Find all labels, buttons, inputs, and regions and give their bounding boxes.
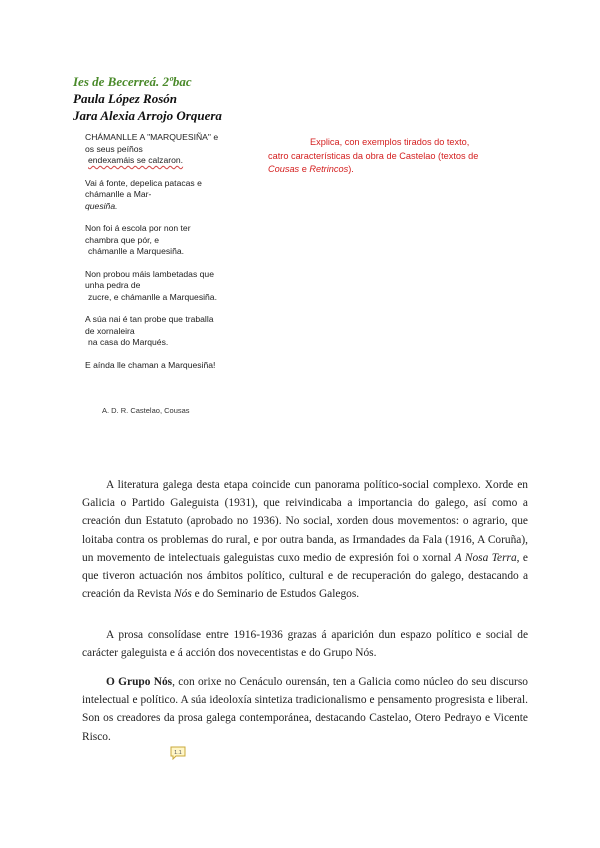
newspaper-title: A Nosa Terra <box>454 551 517 564</box>
poem-line: Non probou máis lambetadas que <box>85 268 214 279</box>
poem-line: zucre, e chámanlle a Marquesiña. <box>88 291 217 302</box>
poem-stanza-1 <box>85 132 245 167</box>
poem-stanza-3 <box>85 223 245 258</box>
body-paragraph-3 <box>82 673 528 746</box>
poem-line: chámanlle a Mar- <box>85 189 152 199</box>
comment-icon[interactable] <box>170 746 186 760</box>
paragraph-text: , con orixe no Cenáculo ourensán, ten a Galicia como núcleo do seu discurso intelectual e político. A súa ideoloxía sintetiza tradicionalismo e pensamento progresista e liberal. Son os creadores da prosa galega contemporánea, destacando Castelao, Otero Pedrayo e Vicente Risco. <box>82 676 528 743</box>
school-heading: Ies de Becerreá. 2ºbac <box>73 74 192 89</box>
poem-stanza-5 <box>85 314 245 349</box>
book-title-retrincos: Retrincos <box>309 164 349 174</box>
author-name-1: Paula López Rosón <box>73 91 178 106</box>
paragraph-text: A literatura galega desta etapa coincide cun panorama político-social complexo. Xorde en Galicia o Partido Galeguista (1931), que reivindicaba a importancia do galego, así como a creación dun Estatuto (aprobado no 1936). No social, xorden dous movementos: o agrario, que loitaba contra os problemas do rural, e por outra banda, as Irmandades da Fala (1916, A Coruña), un movemento de intelectuais galeguistas cuxo medio de expresión foi o xornal <box>82 479 528 564</box>
question-line-1: Explica, con exemplos tirados do texto, <box>310 137 470 147</box>
poem-line: Vai á fonte, depelica patacas e <box>85 177 202 188</box>
poem-line: endexamáis se calzaron. <box>88 155 184 165</box>
poem-stanza-2 <box>85 178 245 213</box>
poem-line: unha pedra de <box>85 280 141 290</box>
question-line-3 <box>268 163 520 177</box>
poem-line: de xornaleira <box>85 325 135 336</box>
poem-line: os seus peíños <box>85 143 143 154</box>
question-end: ). <box>348 164 354 174</box>
body-paragraph-1 <box>82 476 528 603</box>
book-title-cousas: Cousas <box>268 164 300 174</box>
paragraph-text: , e que tiveron actuación nos ámbitos político, cultural e de recuperación do galego, destacando a creación da Revista <box>82 551 528 601</box>
body-paragraph-2: A prosa consolídase entre 1916-1936 grazas á aparición dun espazo político e social de carácter galeguista e á acción dos novecentistas e do Grupo Nós. <box>82 629 528 660</box>
poem-line: Non foi á escola por non ter <box>85 223 191 233</box>
poem-line: chambra que pór, e <box>85 234 160 245</box>
poem-excerpt <box>85 132 245 382</box>
poem-line: na casa do Marqués. <box>88 337 169 347</box>
poem-attribution: A. D. R. Castelao, Cousas <box>102 406 190 415</box>
paragraph-text: e do Seminario de Estudos Galegos. <box>191 588 360 601</box>
poem-line: chámanlle a Marquesiña. <box>88 246 185 256</box>
magazine-title: Nós <box>174 588 192 601</box>
comment-label: 1.1 <box>174 750 182 756</box>
poem-stanza-6 <box>85 360 245 372</box>
author-name-2: Jara Alexia Arrojo Orquera <box>73 108 222 123</box>
poem-line: A súa nai é tan probe que traballa <box>85 314 214 324</box>
group-name: O Grupo Nós <box>106 676 173 688</box>
assignment-question <box>268 136 520 177</box>
poem-stanza-4 <box>85 269 245 304</box>
question-line-2: catro características da obra de Castelao (textos de <box>268 150 479 161</box>
question-conjunction: e <box>299 164 310 174</box>
poem-line: E aínda lle chaman a Marquesiña! <box>85 359 216 370</box>
poem-line: quesiña. <box>85 200 118 211</box>
poem-line: CHÁMANLLE A "MARQUESIÑA" e <box>85 132 219 142</box>
